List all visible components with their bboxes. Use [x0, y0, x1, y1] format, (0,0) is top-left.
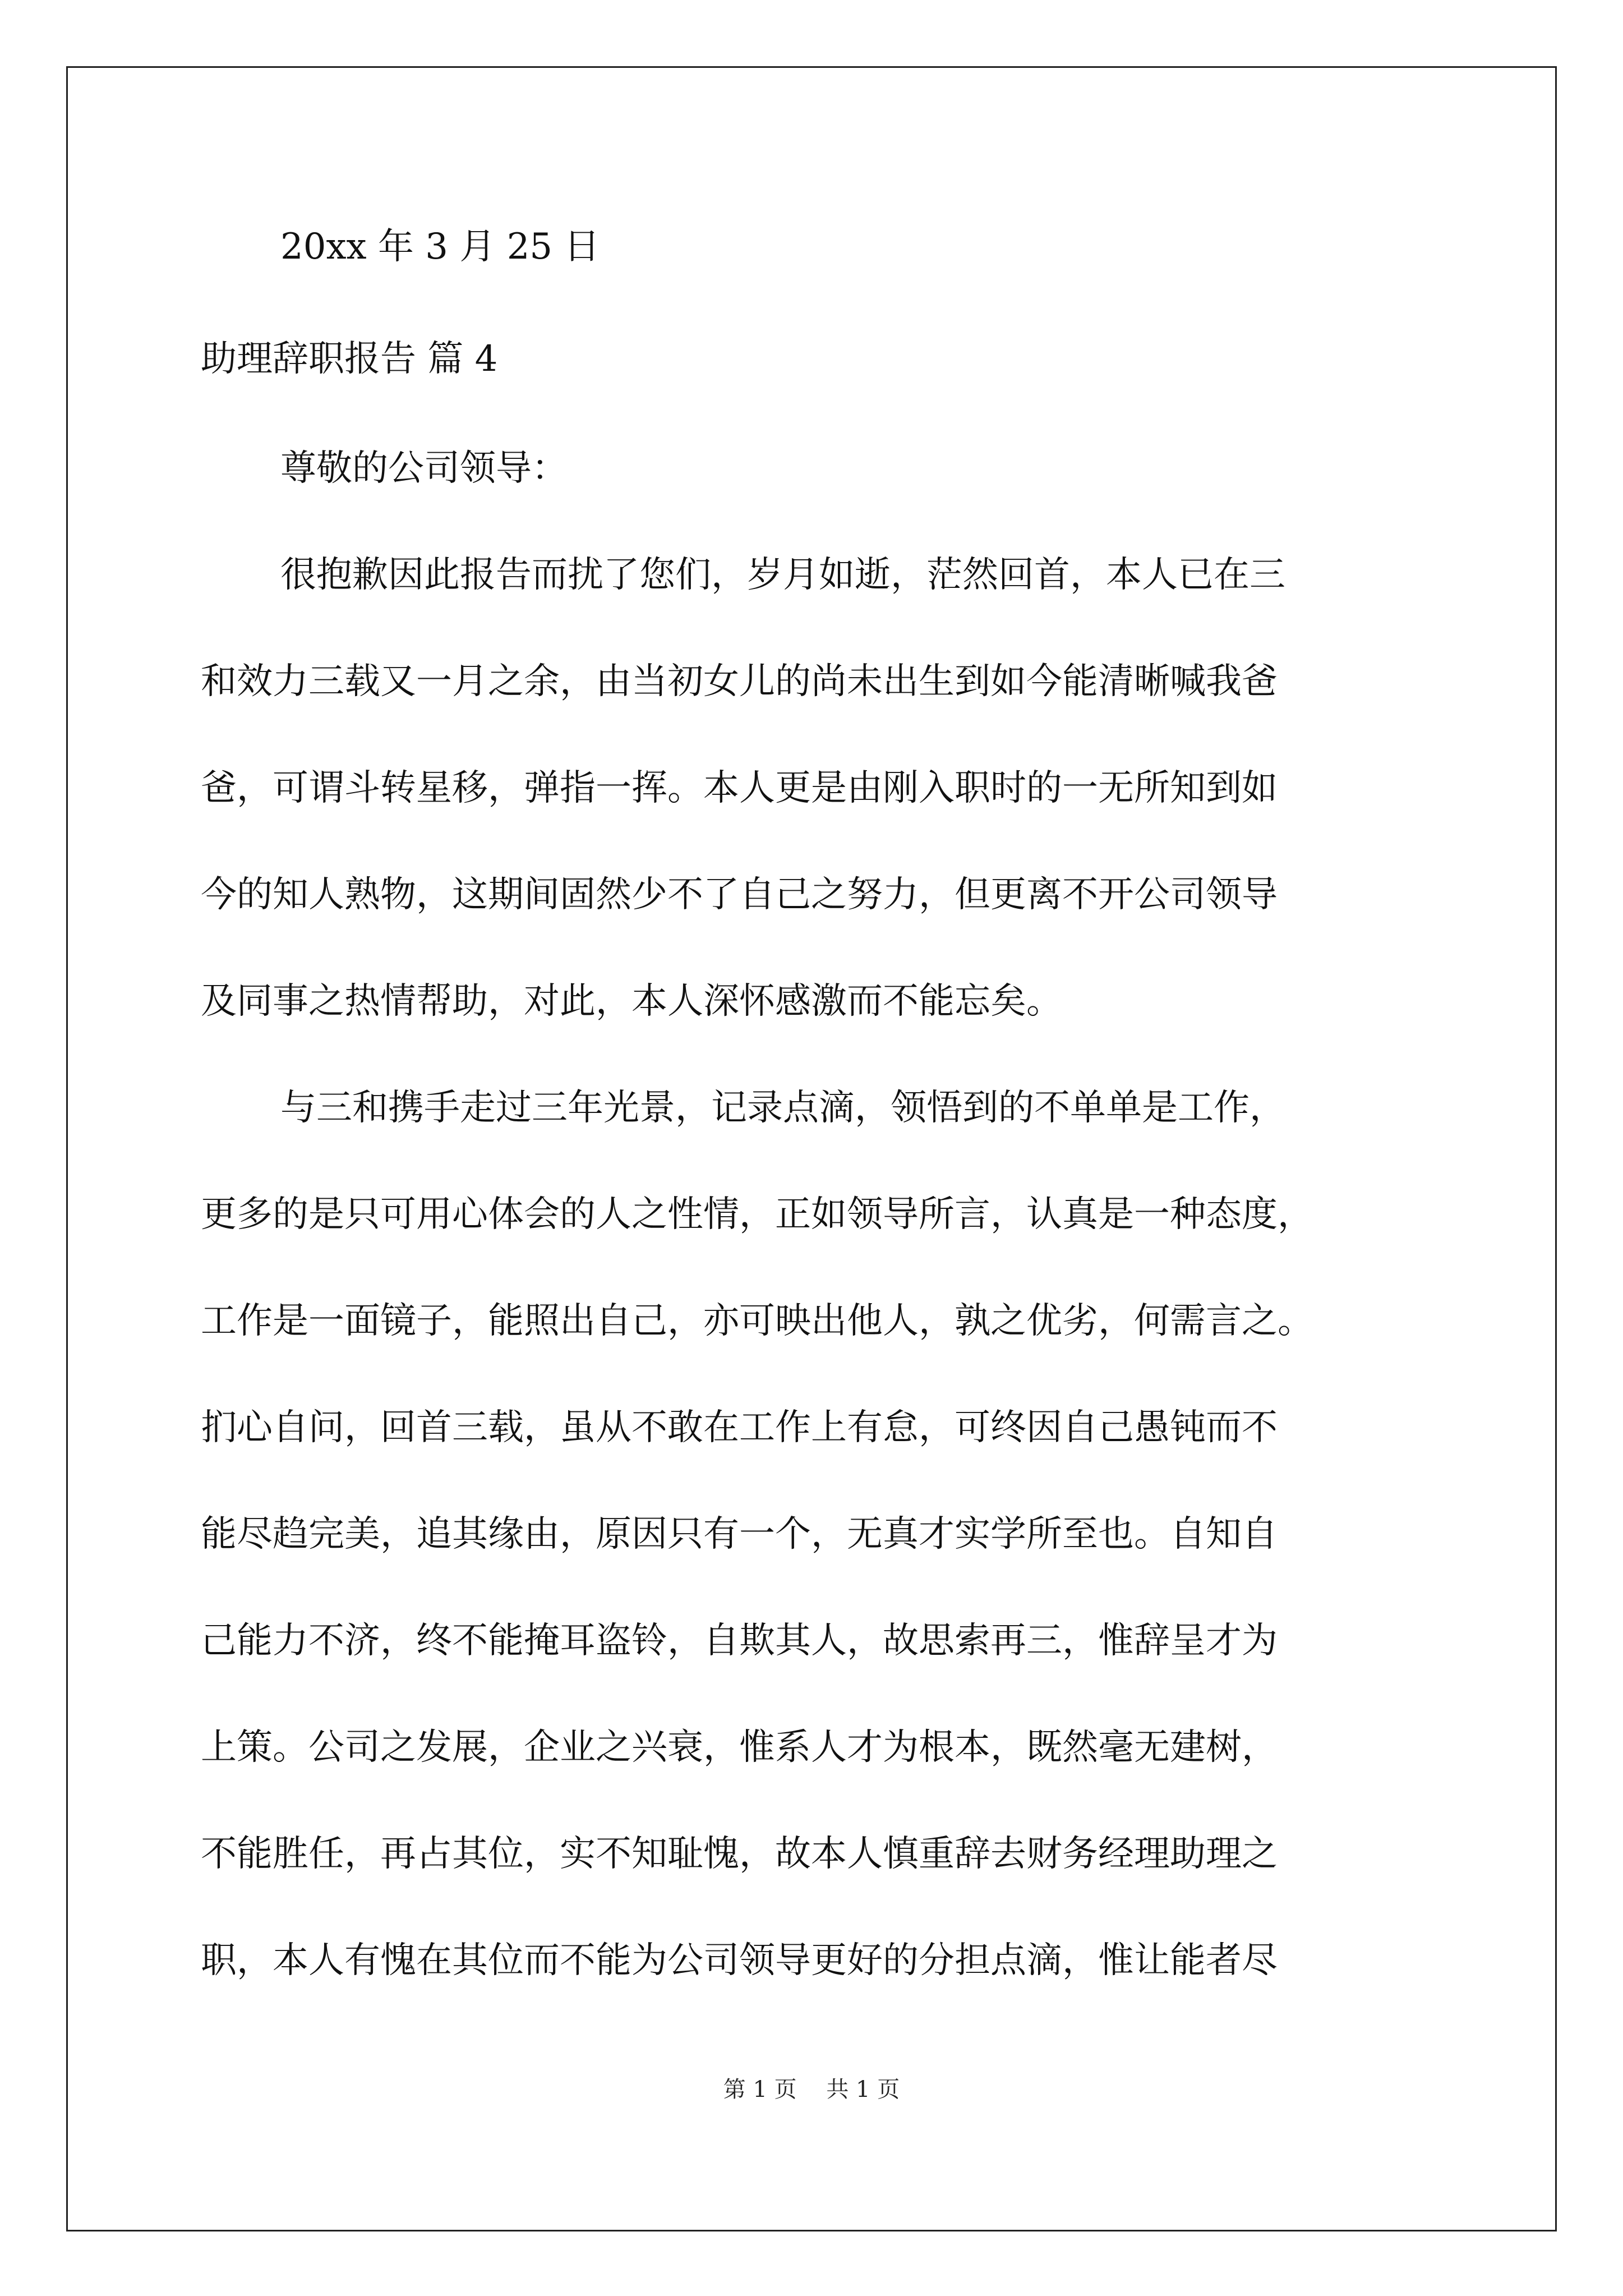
body-line: 上策。公司之发展，企业之兴衰，惟系人才为根本，既然毫无建树，	[201, 1727, 1278, 1768]
body-line: 爸，可谓斗转星移，弹指一挥。本人更是由刚入职时的一无所知到如	[201, 767, 1278, 809]
body-line: 己能力不济，终不能掩耳盗铃，自欺其人，故思索再三，惟辞呈才为	[201, 1620, 1278, 1662]
body-line: 工作是一面镜子，能照出自己，亦可映出他人，孰之优劣，何需言之。	[201, 1300, 1313, 1342]
body-line: 更多的是只可用心体会的人之性情，正如领导所言，认真是一种态度，	[201, 1194, 1313, 1235]
body-line: 今的知人熟物，这期间固然少不了自己之努力，但更离不开公司领导	[201, 874, 1278, 915]
body-line: 能尽趋完美，追其缘由，原因只有一个，无真才实学所至也。自知自	[201, 1513, 1278, 1555]
page-number-footer: 第 1 页 共 1 页	[723, 2077, 900, 2102]
body-line: 与三和携手走过三年光景，记录点滴，领悟到的不单单是工作，	[280, 1087, 1285, 1129]
body-line: 很抱歉因此报告而扰了您们，岁月如逝，茫然回首，本人已在三	[280, 554, 1285, 596]
salutation: 尊敬的公司领导：	[280, 448, 568, 489]
body-line: 不能胜任，再占其位，实不知耻愧，故本人慎重辞去财务经理助理之	[201, 1833, 1278, 1875]
body-line: 扪心自问，回首三载，虽从不敢在工作上有怠，可终因自己愚钝而不	[201, 1407, 1278, 1448]
page-border	[66, 66, 1557, 2231]
body-line: 职，本人有愧在其位而不能为公司领导更好的分担点滴，惟让能者尽	[201, 1940, 1278, 1981]
body-line: 和效力三载又一月之余，由当初女儿的尚未出生到如今能清晰喊我爸	[201, 661, 1278, 702]
document-heading: 助理辞职报告 篇 4	[201, 338, 498, 380]
body-line: 及同事之热情帮助，对此，本人深怀感激而不能忘矣。	[201, 981, 1062, 1022]
date-line: 20xx 年 3 月 25 日	[280, 226, 600, 268]
